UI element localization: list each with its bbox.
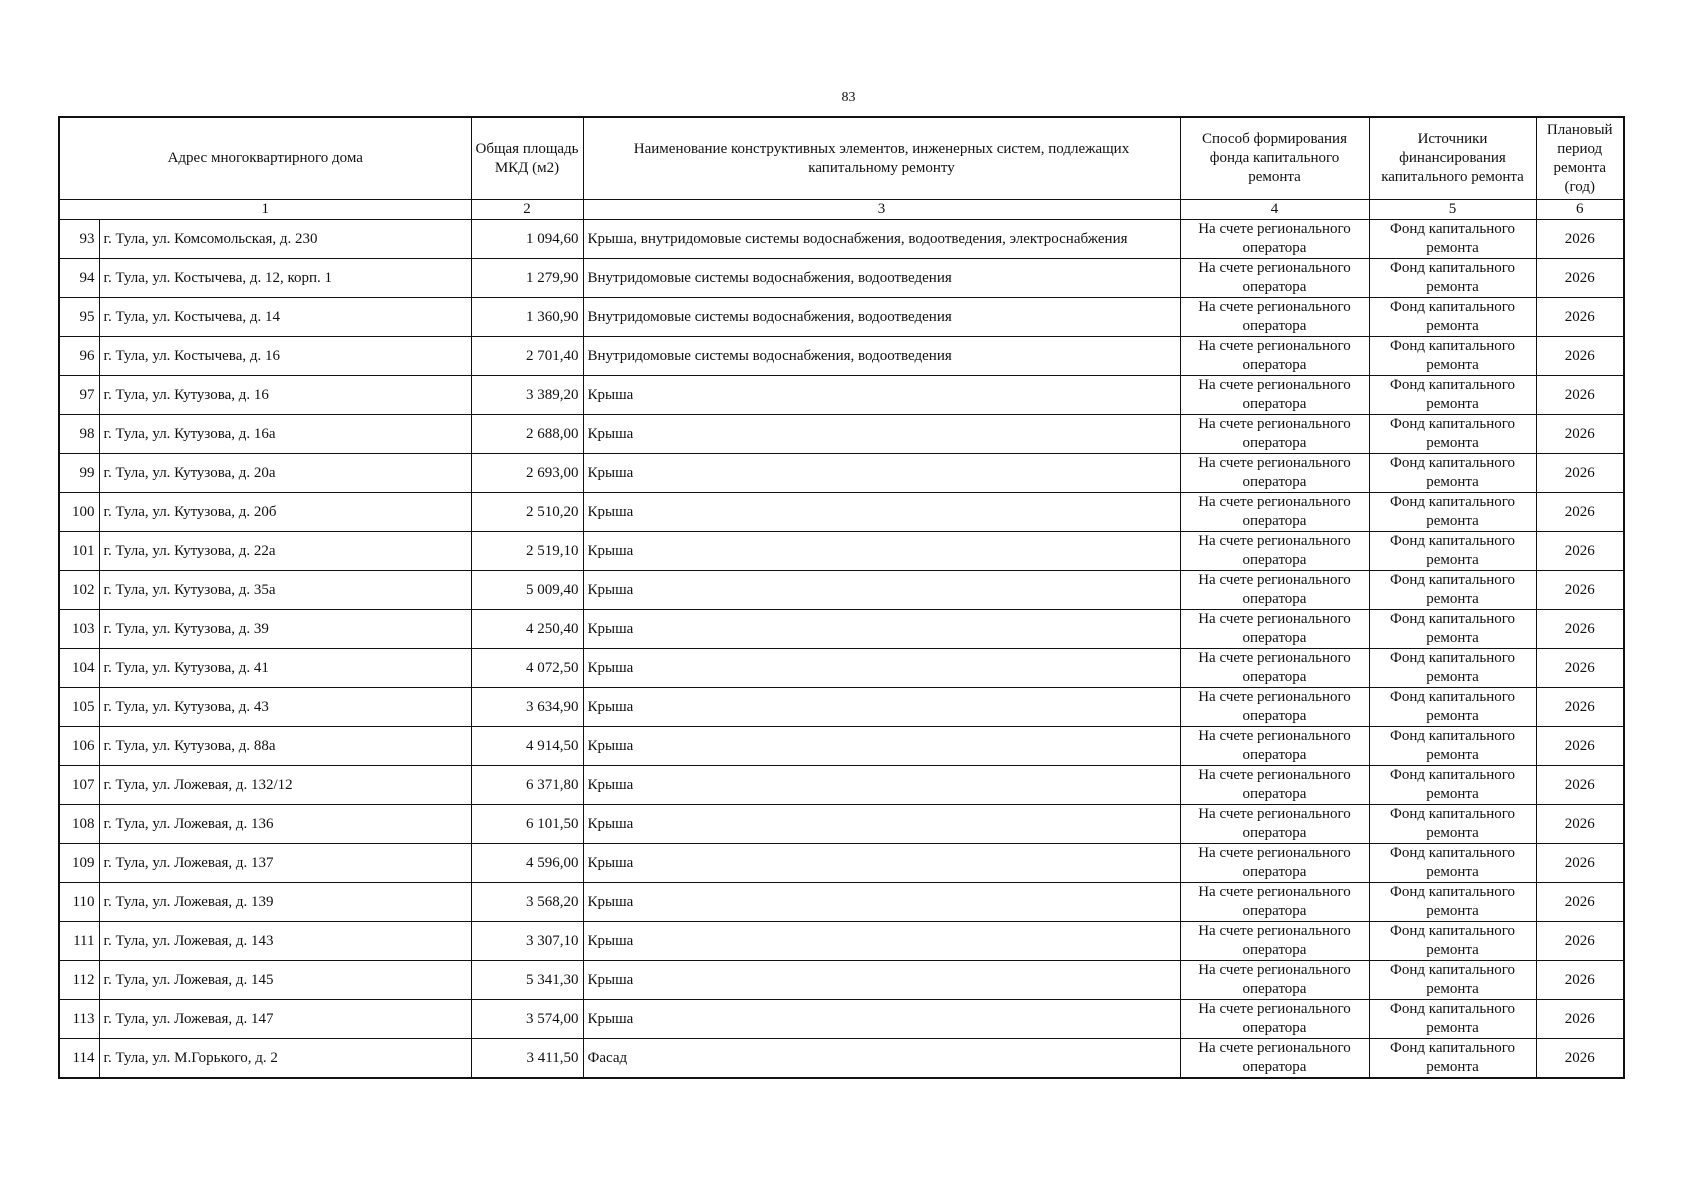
table-row (59, 922, 1624, 961)
area-cell: 4 250,40 (471, 610, 583, 649)
method-cell: На счете регионального оператора (1180, 766, 1369, 805)
table-row (59, 220, 1624, 259)
address-cell: г. Тула, ул. Ложевая, д. 132/12 (99, 766, 471, 805)
table-row (59, 844, 1624, 883)
area-cell: 2 519,10 (471, 532, 583, 571)
year-cell: 2026 (1536, 649, 1624, 688)
method-cell: На счете регионального оператора (1180, 259, 1369, 298)
method-cell: На счете регионального оператора (1180, 337, 1369, 376)
year-cell: 2026 (1536, 844, 1624, 883)
table-row (59, 259, 1624, 298)
table-row (59, 454, 1624, 493)
address-cell: г. Тула, ул. Ложевая, д. 139 (99, 883, 471, 922)
source-cell: Фонд капитального ремонта (1369, 766, 1536, 805)
address-cell: г. Тула, ул. Кутузова, д. 22а (99, 532, 471, 571)
elements-cell: Крыша (583, 571, 1180, 610)
method-cell: На счете регионального оператора (1180, 727, 1369, 766)
capital-repair-table (58, 116, 1625, 1079)
table-row (59, 415, 1624, 454)
address-cell: г. Тула, ул. Кутузова, д. 41 (99, 649, 471, 688)
row-number: 114 (59, 1039, 99, 1079)
year-cell: 2026 (1536, 298, 1624, 337)
method-cell: На счете регионального оператора (1180, 922, 1369, 961)
row-number: 113 (59, 1000, 99, 1039)
row-number: 102 (59, 571, 99, 610)
area-cell: 3 574,00 (471, 1000, 583, 1039)
elements-cell: Крыша (583, 532, 1180, 571)
table-row (59, 571, 1624, 610)
elements-cell: Крыша (583, 688, 1180, 727)
source-cell: Фонд капитального ремонта (1369, 688, 1536, 727)
elements-cell: Крыша (583, 415, 1180, 454)
method-cell: На счете регионального оператора (1180, 532, 1369, 571)
elements-cell: Крыша (583, 649, 1180, 688)
area-cell: 1 360,90 (471, 298, 583, 337)
source-cell: Фонд капитального ремонта (1369, 649, 1536, 688)
row-number: 108 (59, 805, 99, 844)
source-cell: Фонд капитального ремонта (1369, 1000, 1536, 1039)
column-number-row (59, 200, 1624, 220)
elements-cell: Крыша (583, 844, 1180, 883)
row-number: 98 (59, 415, 99, 454)
method-cell: На счете регионального оператора (1180, 376, 1369, 415)
address-cell: г. Тула, ул. Костычева, д. 14 (99, 298, 471, 337)
area-cell: 3 307,10 (471, 922, 583, 961)
elements-cell: Крыша (583, 727, 1180, 766)
area-cell: 2 510,20 (471, 493, 583, 532)
method-cell: На счете регионального оператора (1180, 805, 1369, 844)
address-cell: г. Тула, ул. Костычева, д. 12, корп. 1 (99, 259, 471, 298)
area-cell: 2 693,00 (471, 454, 583, 493)
table-row (59, 610, 1624, 649)
row-number: 109 (59, 844, 99, 883)
address-cell: г. Тула, ул. Ложевая, д. 147 (99, 1000, 471, 1039)
table-row (59, 298, 1624, 337)
year-cell: 2026 (1536, 922, 1624, 961)
elements-cell: Крыша (583, 1000, 1180, 1039)
source-cell: Фонд капитального ремонта (1369, 1039, 1536, 1079)
year-cell: 2026 (1536, 883, 1624, 922)
elements-cell: Внутридомовые системы водоснабжения, водоотведения (583, 259, 1180, 298)
header-address: Адрес многоквартирного дома (59, 117, 471, 200)
area-cell: 1 094,60 (471, 220, 583, 259)
table-body (59, 220, 1624, 1079)
header-source: Источники финансирования капитального ремонта (1369, 117, 1536, 200)
elements-cell: Крыша (583, 454, 1180, 493)
year-cell: 2026 (1536, 415, 1624, 454)
row-number: 99 (59, 454, 99, 493)
method-cell: На счете регионального оператора (1180, 883, 1369, 922)
year-cell: 2026 (1536, 454, 1624, 493)
address-cell: г. Тула, ул. Комсомольская, д. 230 (99, 220, 471, 259)
source-cell: Фонд капитального ремонта (1369, 610, 1536, 649)
address-cell: г. Тула, ул. Кутузова, д. 39 (99, 610, 471, 649)
elements-cell: Крыша, внутридомовые системы водоснабжения, водоотведения, электроснабжения (583, 220, 1180, 259)
area-cell: 2 701,40 (471, 337, 583, 376)
header-row (59, 117, 1624, 200)
table-row (59, 883, 1624, 922)
column-number: 2 (471, 200, 583, 220)
elements-cell: Крыша (583, 883, 1180, 922)
method-cell: На счете регионального оператора (1180, 844, 1369, 883)
row-number: 106 (59, 727, 99, 766)
source-cell: Фонд капитального ремонта (1369, 922, 1536, 961)
elements-cell: Крыша (583, 922, 1180, 961)
source-cell: Фонд капитального ремонта (1369, 337, 1536, 376)
year-cell: 2026 (1536, 493, 1624, 532)
area-cell: 3 568,20 (471, 883, 583, 922)
table-row (59, 961, 1624, 1000)
area-cell: 3 411,50 (471, 1039, 583, 1079)
year-cell: 2026 (1536, 1000, 1624, 1039)
header-year: Плановый период ремонта (год) (1536, 117, 1624, 200)
area-cell: 2 688,00 (471, 415, 583, 454)
table-row (59, 337, 1624, 376)
method-cell: На счете регионального оператора (1180, 649, 1369, 688)
column-number: 1 (59, 200, 471, 220)
address-cell: г. Тула, ул. Ложевая, д. 143 (99, 922, 471, 961)
table-row (59, 493, 1624, 532)
method-cell: На счете регионального оператора (1180, 454, 1369, 493)
source-cell: Фонд капитального ремонта (1369, 961, 1536, 1000)
row-number: 95 (59, 298, 99, 337)
table-row (59, 376, 1624, 415)
address-cell: г. Тула, ул. Кутузова, д. 16 (99, 376, 471, 415)
area-cell: 6 101,50 (471, 805, 583, 844)
table-row (59, 1000, 1624, 1039)
area-cell: 5 341,30 (471, 961, 583, 1000)
year-cell: 2026 (1536, 1039, 1624, 1079)
elements-cell: Внутридомовые системы водоснабжения, водоотведения (583, 337, 1180, 376)
method-cell: На счете регионального оператора (1180, 220, 1369, 259)
area-cell: 5 009,40 (471, 571, 583, 610)
address-cell: г. Тула, ул. Кутузова, д. 88а (99, 727, 471, 766)
method-cell: На счете регионального оператора (1180, 1039, 1369, 1079)
address-cell: г. Тула, ул. Кутузова, д. 35а (99, 571, 471, 610)
method-cell: На счете регионального оператора (1180, 1000, 1369, 1039)
area-cell: 3 634,90 (471, 688, 583, 727)
elements-cell: Фасад (583, 1039, 1180, 1079)
area-cell: 6 371,80 (471, 766, 583, 805)
elements-cell: Крыша (583, 376, 1180, 415)
source-cell: Фонд капитального ремонта (1369, 493, 1536, 532)
row-number: 105 (59, 688, 99, 727)
address-cell: г. Тула, ул. Ложевая, д. 137 (99, 844, 471, 883)
area-cell: 3 389,20 (471, 376, 583, 415)
row-number: 94 (59, 259, 99, 298)
source-cell: Фонд капитального ремонта (1369, 220, 1536, 259)
source-cell: Фонд капитального ремонта (1369, 376, 1536, 415)
column-number: 3 (583, 200, 1180, 220)
header-elements: Наименование конструктивных элементов, инженерных систем, подлежащих капитальному ремонту (583, 117, 1180, 200)
year-cell: 2026 (1536, 220, 1624, 259)
table-row (59, 727, 1624, 766)
page-number: 83 (841, 90, 856, 105)
year-cell: 2026 (1536, 805, 1624, 844)
source-cell: Фонд капитального ремонта (1369, 883, 1536, 922)
table-row (59, 766, 1624, 805)
method-cell: На счете регионального оператора (1180, 610, 1369, 649)
row-number: 103 (59, 610, 99, 649)
elements-cell: Крыша (583, 961, 1180, 1000)
row-number: 96 (59, 337, 99, 376)
address-cell: г. Тула, ул. Кутузова, д. 20б (99, 493, 471, 532)
method-cell: На счете регионального оператора (1180, 571, 1369, 610)
source-cell: Фонд капитального ремонта (1369, 298, 1536, 337)
row-number: 93 (59, 220, 99, 259)
source-cell: Фонд капитального ремонта (1369, 415, 1536, 454)
year-cell: 2026 (1536, 376, 1624, 415)
address-cell: г. Тула, ул. Ложевая, д. 145 (99, 961, 471, 1000)
address-cell: г. Тула, ул. М.Горького, д. 2 (99, 1039, 471, 1079)
area-cell: 4 596,00 (471, 844, 583, 883)
column-number: 6 (1536, 200, 1624, 220)
year-cell: 2026 (1536, 532, 1624, 571)
area-cell: 4 072,50 (471, 649, 583, 688)
table-row (59, 1039, 1624, 1079)
row-number: 110 (59, 883, 99, 922)
table-row (59, 649, 1624, 688)
row-number: 100 (59, 493, 99, 532)
method-cell: На счете регионального оператора (1180, 688, 1369, 727)
address-cell: г. Тула, ул. Костычева, д. 16 (99, 337, 471, 376)
method-cell: На счете регионального оператора (1180, 298, 1369, 337)
elements-cell: Крыша (583, 610, 1180, 649)
row-number: 101 (59, 532, 99, 571)
table-row (59, 688, 1624, 727)
address-cell: г. Тула, ул. Кутузова, д. 16а (99, 415, 471, 454)
row-number: 107 (59, 766, 99, 805)
method-cell: На счете регионального оператора (1180, 961, 1369, 1000)
source-cell: Фонд капитального ремонта (1369, 571, 1536, 610)
table-row (59, 805, 1624, 844)
area-cell: 4 914,50 (471, 727, 583, 766)
year-cell: 2026 (1536, 961, 1624, 1000)
address-cell: г. Тула, ул. Кутузова, д. 20а (99, 454, 471, 493)
year-cell: 2026 (1536, 337, 1624, 376)
area-cell: 1 279,90 (471, 259, 583, 298)
table-row (59, 532, 1624, 571)
header-method: Способ формирования фонда капитального ремонта (1180, 117, 1369, 200)
row-number: 112 (59, 961, 99, 1000)
column-number: 5 (1369, 200, 1536, 220)
source-cell: Фонд капитального ремонта (1369, 259, 1536, 298)
elements-cell: Крыша (583, 766, 1180, 805)
year-cell: 2026 (1536, 610, 1624, 649)
source-cell: Фонд капитального ремонта (1369, 454, 1536, 493)
method-cell: На счете регионального оператора (1180, 493, 1369, 532)
elements-cell: Крыша (583, 493, 1180, 532)
year-cell: 2026 (1536, 571, 1624, 610)
year-cell: 2026 (1536, 259, 1624, 298)
source-cell: Фонд капитального ремонта (1369, 727, 1536, 766)
row-number: 111 (59, 922, 99, 961)
source-cell: Фонд капитального ремонта (1369, 532, 1536, 571)
row-number: 104 (59, 649, 99, 688)
elements-cell: Крыша (583, 805, 1180, 844)
year-cell: 2026 (1536, 766, 1624, 805)
column-number: 4 (1180, 200, 1369, 220)
method-cell: На счете регионального оператора (1180, 415, 1369, 454)
year-cell: 2026 (1536, 688, 1624, 727)
elements-cell: Внутридомовые системы водоснабжения, водоотведения (583, 298, 1180, 337)
address-cell: г. Тула, ул. Ложевая, д. 136 (99, 805, 471, 844)
address-cell: г. Тула, ул. Кутузова, д. 43 (99, 688, 471, 727)
year-cell: 2026 (1536, 727, 1624, 766)
source-cell: Фонд капитального ремонта (1369, 844, 1536, 883)
header-area: Общая площадь МКД (м2) (471, 117, 583, 200)
source-cell: Фонд капитального ремонта (1369, 805, 1536, 844)
row-number: 97 (59, 376, 99, 415)
